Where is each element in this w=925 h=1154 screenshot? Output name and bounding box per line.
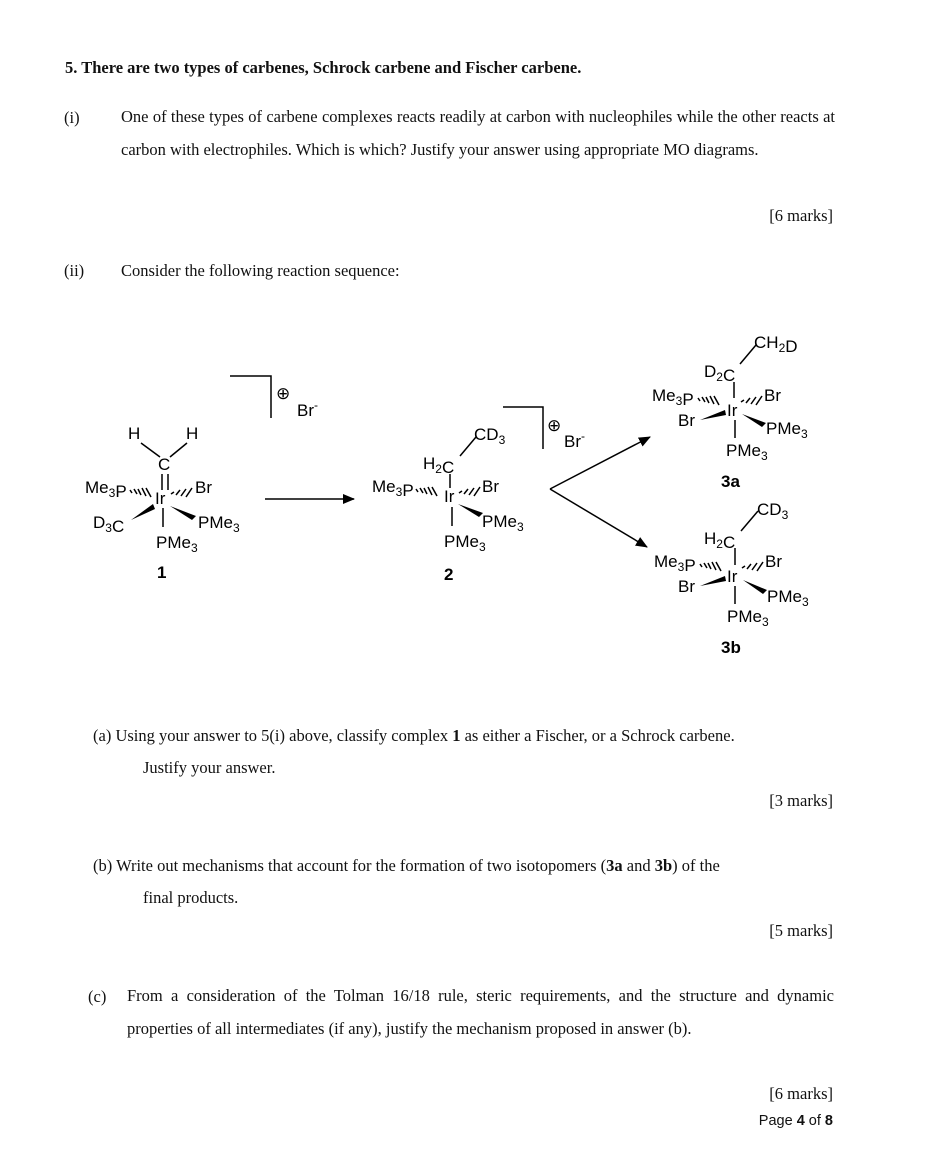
part-ii-text: Consider the following reaction sequence: — [121, 261, 400, 280]
c3b-label: 3b — [721, 638, 741, 657]
c1-h-left: H — [128, 424, 141, 443]
part-ii-label: (ii) — [64, 261, 85, 280]
part-a-line2: Justify your answer. — [143, 758, 276, 777]
c1-d3c: $D_3C$ — [93, 513, 125, 536]
c2-charge: ⊕ — [547, 416, 562, 435]
part-i-label: (i) — [64, 108, 80, 127]
part-a-marks: [3 marks] — [769, 791, 833, 810]
part-b-text: (b) Write out mechanisms that account for the formation of two isotopomers (3a and 3b) of the — [93, 856, 720, 875]
c1-pme3-bottom: PMe$_3$ — [156, 533, 198, 555]
c2-me3p: $Me_3P$ — [372, 477, 414, 500]
part-c-text: From a consideration of the Tolman 16/18 rule, steric requirements, and the structure and dynamic properties of all intermediates (if any), justify the mechanism proposed in answer (b). — [127, 986, 834, 1038]
c3b-h2c: $H_2C$ — [704, 529, 736, 552]
c3b-me3p: $Me_3P$ — [654, 552, 696, 575]
c2-h2c: $H_2C$ — [423, 454, 455, 477]
complex-2 — [372, 407, 585, 584]
c3b-cd3: $CD_3$ — [757, 500, 789, 522]
c2-pme3-right: PMe$_3$ — [482, 512, 524, 534]
c1-counterion: Br- — [297, 398, 319, 420]
c1-label: 1 — [157, 563, 167, 582]
c2-pme3-bottom: PMe$_3$ — [444, 532, 486, 554]
c2-cd3: $CD_3$ — [474, 425, 506, 447]
c3a-ir: Ir — [727, 401, 738, 420]
part-c-marks: [6 marks] — [769, 1084, 833, 1103]
c1-ir: Ir — [155, 489, 166, 508]
page-number: Page 4 of 8 — [758, 1113, 833, 1129]
part-i-marks: [6 marks] — [769, 206, 833, 225]
c2-label: 2 — [444, 565, 454, 584]
c3a-br-right: Br — [764, 386, 781, 405]
part-i-text: One of these types of carbene complexes reacts readily at carbon with nucleophiles while the other reacts at carbon with electrophiles. Which is which? Justify your answer using appropriate MO diagrams. — [121, 107, 835, 159]
complex-1 — [85, 376, 318, 582]
part-c-label: (c) — [88, 987, 107, 1006]
c3b-pme3-right: PMe$_3$ — [767, 587, 809, 609]
c3b-pme3-bottom: PMe$_3$ — [727, 607, 769, 629]
c2-counterion: Br- — [564, 429, 586, 451]
c3a-pme3-right: PMe$_3$ — [766, 419, 808, 441]
part-b-line2: final products. — [143, 888, 239, 907]
c3a-ch2d: $CH_2D$ — [754, 333, 798, 356]
arrow-2-to-3b — [550, 489, 647, 547]
c3b-br-left: Br — [678, 577, 695, 596]
c3a-d2c: $D_2C$ — [704, 362, 736, 385]
c1-h-right: H — [186, 424, 199, 443]
complex-3b — [654, 500, 809, 657]
part-b-marks: [5 marks] — [769, 921, 833, 940]
c2-ir: Ir — [444, 487, 455, 506]
question-title: 5. There are two types of carbenes, Schrock carbene and Fischer carbene. — [65, 58, 582, 77]
complex-3a — [652, 333, 808, 491]
c3a-br-left: Br — [678, 411, 695, 430]
c3b-br-right: Br — [765, 552, 782, 571]
c1-me3p: $Me_3P$ — [85, 478, 127, 501]
c1-br: Br — [195, 478, 212, 497]
c2-br: Br — [482, 477, 499, 496]
c1-carbon: C — [158, 455, 171, 474]
part-a-text: (a) Using your answer to 5(i) above, classify complex 1 as either a Fischer, or a Schrock carbene. — [93, 726, 735, 745]
c3a-label: 3a — [721, 472, 740, 491]
c1-pme3-right: PMe$_3$ — [198, 513, 240, 535]
c1-charge: ⊕ — [276, 384, 291, 403]
c3b-ir: Ir — [727, 567, 738, 586]
c3a-pme3-bottom: PMe$_3$ — [726, 441, 768, 463]
c3a-me3p: $Me_3P$ — [652, 386, 694, 409]
